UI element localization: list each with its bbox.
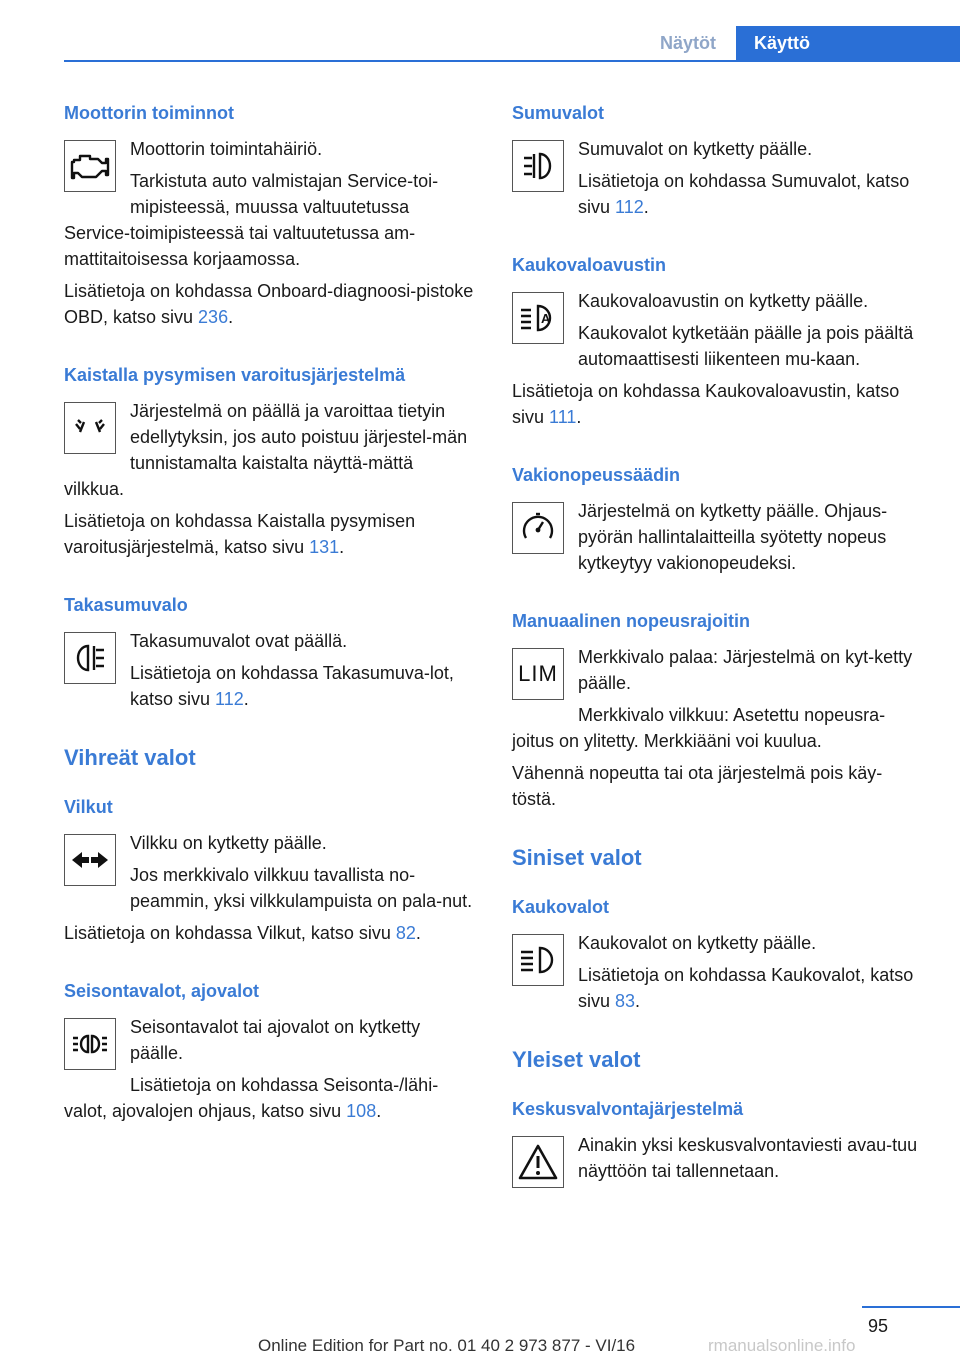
- section-title: Vakionopeussäädin: [512, 465, 681, 485]
- heading-green-lights: Vihreät valot: [64, 745, 196, 770]
- section-lane-departure: [64, 362, 476, 566]
- highbeam-text-2: [512, 962, 924, 1014]
- turn-text-3: [64, 920, 476, 946]
- hba-text-1: Kaukovaloavustin on kytketty päälle.: [578, 291, 869, 311]
- header-rule: [64, 60, 960, 62]
- text: Lisätietoja on kohdassa Sumuvalot, katso sivu: [578, 171, 910, 217]
- section-fog-lights: [512, 100, 924, 226]
- turn-signal-arrows-icon: [64, 834, 116, 886]
- highbeam-text-1: Kaukovalot on kytketty päälle.: [578, 933, 817, 953]
- section-title: Moottorin toiminnot: [64, 103, 234, 123]
- page-number: 95: [867, 1316, 888, 1336]
- speed-limiter-lim-icon: [512, 648, 564, 700]
- heading-general-lights: Yleiset valot: [512, 1047, 641, 1072]
- section-parking-lights: [64, 978, 476, 1130]
- section-title: Kaistalla pysymisen varoitusjärjestelmä: [64, 365, 406, 385]
- page-link[interactable]: 112: [615, 197, 644, 217]
- turn-text-1: Vilkku on kytketty päälle.: [130, 833, 327, 853]
- section-title: Kaukovalot: [512, 897, 610, 917]
- section-title: Seisontavalot, ajovalot: [64, 981, 260, 1001]
- tab-kaytto[interactable]: Käyttö: [736, 26, 960, 62]
- limiter-text-3: Vähennä nopeutta tai ota järjestelmä pois käy-töstä.: [512, 763, 883, 809]
- left-column: [64, 100, 476, 1156]
- text: Lisätietoja on kohdassa Kaukovalot, katso sivu: [578, 965, 914, 1011]
- warning-triangle-icon: [512, 1136, 564, 1188]
- lane-departure-icon: [64, 402, 116, 454]
- tab-naytot[interactable]: Näytöt: [659, 33, 716, 53]
- section-title: Sumuvalot: [512, 103, 605, 123]
- text: .: [243, 689, 249, 709]
- turn-text-2: Jos merkkivalo vilkkuu tavallista no-peammin, yksi vilkkulampuista on pala-nut.: [130, 865, 473, 911]
- hba-text-3: [512, 378, 924, 430]
- parking-lights-icon: [64, 1018, 116, 1070]
- rear-fog-light-icon: [64, 632, 116, 684]
- svg-text:A: A: [541, 311, 551, 326]
- text: Lisätietoja on kohdassa Takasumuva-lot, katso sivu: [130, 663, 454, 709]
- text: Lisätietoja on kohdassa Onboard-diagnoosi-pistoke OBD, katso sivu: [64, 281, 474, 327]
- check-engine-icon: [64, 140, 116, 192]
- text: Lisätietoja on kohdassa Kaukovaloavustin, katso sivu: [512, 381, 900, 427]
- lane-text-1: Järjestelmä on päällä ja varoittaa tietyin edellytyksin, jos auto poistuu järjestel-män tunnistamalta kaistalta näyttä-mättä vilkkua.: [64, 401, 468, 499]
- text: .: [228, 307, 234, 327]
- page-link[interactable]: 112: [215, 689, 244, 709]
- page-link[interactable]: 108: [346, 1101, 377, 1121]
- text: Lisätietoja on kohdassa Kaistalla pysymisen varoitusjärjestelmä, katso sivu: [64, 511, 416, 557]
- text: .: [635, 991, 641, 1011]
- section-title: Manuaalinen nopeusrajoitin: [512, 611, 751, 631]
- text: .: [376, 1101, 382, 1121]
- section-central-monitoring: [512, 1096, 924, 1192]
- watermark: rmanualsonline.info: [708, 1336, 856, 1355]
- engine-text-2: Tarkistuta auto valmistajan Service-toi-mipisteessä, muussa valtuutetussa Service-toimipisteessä tai valtuutetussa am-mattitaitoisessa korjaamossa.: [64, 171, 439, 269]
- text: .: [576, 407, 582, 427]
- heading-blue-lights: Siniset valot: [512, 845, 642, 870]
- section-title: Kaukovaloavustin: [512, 255, 667, 275]
- hba-text-2: Kaukovalot kytketään päälle ja pois päältä automaattisesti liikenteen mu-kaan.: [578, 323, 914, 369]
- section-high-beam: [512, 894, 924, 1020]
- section-high-beam-assist: [512, 252, 924, 436]
- section-title: Takasumuvalo: [64, 595, 188, 615]
- parking-text-1: Seisontavalot tai ajovalot on kytketty päälle.: [130, 1017, 421, 1063]
- section-rear-fog: [64, 592, 476, 718]
- section-cruise-control: [512, 462, 924, 582]
- cruise-text-1: Järjestelmä on kytketty päälle. Ohjaus-pyörän hallintalaitteilla syötetty nopeus kytkeytyy vakionopeudeksi.: [578, 501, 888, 573]
- text: .: [339, 537, 345, 557]
- section-title: Keskusvalvontajärjestelmä: [512, 1099, 744, 1119]
- text: .: [643, 197, 649, 217]
- limiter-text-1: Merkkivalo palaa: Järjestelmä on kyt-ketty päälle.: [578, 647, 913, 693]
- right-column: [512, 100, 924, 1218]
- edition-footer: Online Edition for Part no. 01 40 2 973 877 - VI/16: [258, 1336, 636, 1355]
- fog-text-1: Sumuvalot on kytketty päälle.: [578, 139, 813, 159]
- page-link[interactable]: 131: [309, 537, 340, 557]
- section-engine: [64, 100, 476, 336]
- footer-rule: [862, 1306, 960, 1308]
- limiter-text-2: Merkkivalo vilkkuu: Asetettu nopeusra-joitus on ylitetty. Merkkiääni voi kuulua.: [512, 705, 886, 751]
- fog-text-2: [512, 168, 924, 220]
- text: Lisätietoja on kohdassa Vilkut, katso sivu: [64, 923, 396, 943]
- page-link[interactable]: 111: [549, 407, 577, 427]
- text: .: [415, 923, 421, 943]
- text: Lisätietoja on kohdassa Seisonta-/lähi-valot, ajovalojen ohjaus, katso sivu: [64, 1075, 439, 1121]
- rearfog-text-1: Takasumuvalot ovat päällä.: [130, 631, 348, 651]
- section-speed-limiter: [512, 608, 924, 818]
- lane-text-2: [64, 508, 476, 560]
- cruise-control-icon: [512, 502, 564, 554]
- page-link[interactable]: 236: [198, 307, 229, 327]
- engine-text-1: Moottorin toimintahäiriö.: [130, 139, 323, 159]
- front-fog-light-icon: [512, 140, 564, 192]
- page-link[interactable]: 83: [615, 991, 636, 1011]
- page-link[interactable]: 82: [395, 923, 416, 943]
- section-turn-signals: [64, 794, 476, 952]
- section-title: Vilkut: [64, 797, 113, 817]
- engine-text-3: [64, 278, 476, 330]
- central-text-1: Ainakin yksi keskusvalvontaviesti avau-tuu näyttöön tai tallennetaan.: [578, 1135, 918, 1181]
- rearfog-text-2: [64, 660, 476, 712]
- lim-label: LIM: [518, 661, 558, 686]
- parking-text-2: [64, 1072, 476, 1124]
- high-beam-icon: [512, 934, 564, 986]
- high-beam-assistant-icon: [512, 292, 564, 344]
